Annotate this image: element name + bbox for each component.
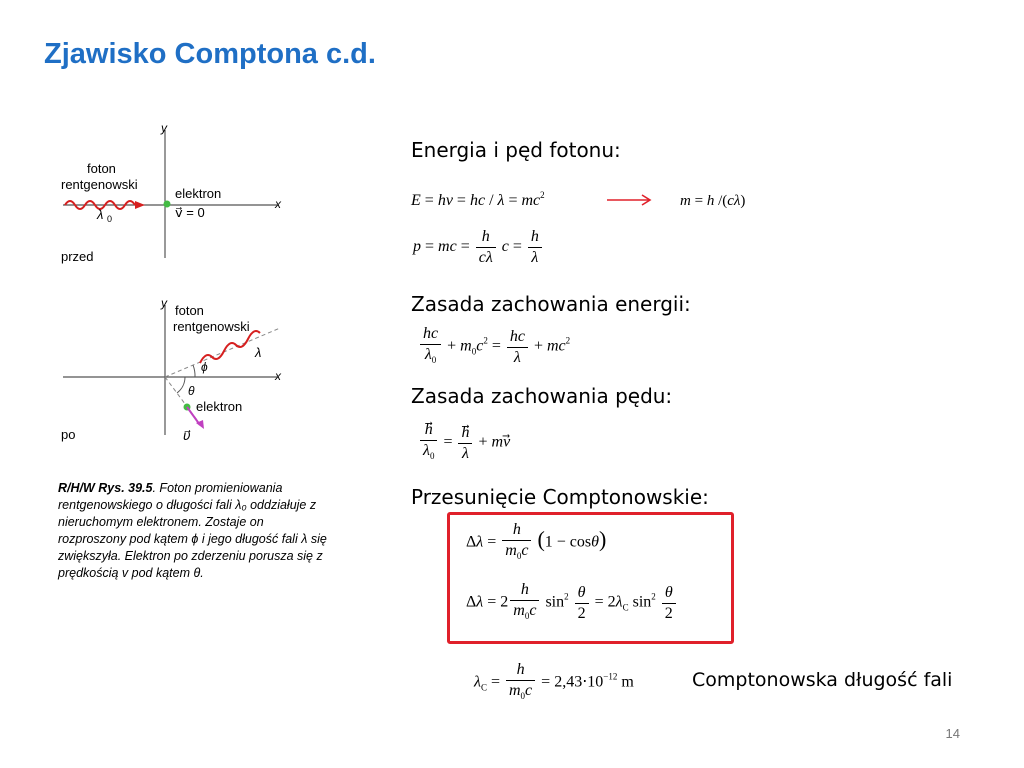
equation-photon-mass: m = h /(cλ) — [680, 193, 746, 209]
diagram-before — [55, 118, 295, 268]
scattered-photon-wave — [200, 331, 260, 363]
photon-label-2: rentgenowski — [173, 319, 250, 334]
x-axis-label: x — [275, 369, 281, 383]
compton-wavelength-exponent: −12 — [603, 671, 618, 682]
equation-energy-conservation: $\frac{hc}{\lambda_0}$ + $m_0c^2$ = $\frac{hc}{\lambda}$ + $mc^2$ — [418, 324, 570, 370]
photon-label: foton — [175, 303, 204, 318]
equation-compton-wavelength: $\lambda_C$ = $\frac{h}{m_0c}$ = $2,43\cdot 10^{-12}$ m — [474, 661, 634, 701]
phi-label: ϕ — [201, 360, 208, 374]
arrow-icon — [605, 192, 655, 208]
theta-label: θ — [188, 384, 195, 398]
caption-text: . Foton promieniowania rentgenowskiego o długości fali λ₀ oddziałuje z nieruchomym elektronem. Zostaje on rozproszony pod kątem ϕ i jego długość fali λ się zwiększyła. Elektron po zderzeniu porusza się z prędkością v pod kątem θ. — [58, 481, 327, 580]
theta-arc — [177, 377, 185, 393]
wavelength-label: λ — [97, 207, 104, 222]
photon-label: foton — [87, 161, 116, 176]
heading-compton-shift: Przesunięcie Comptonowskie: — [411, 485, 709, 509]
compton-wavelength-unit: m — [621, 673, 634, 691]
heading-momentum-conservation: Zasada zachowania pędu: — [411, 384, 673, 408]
page-title: Zjawisko Comptona c.d. — [44, 38, 376, 70]
equation-momentum-conservation: $\frac{h}{\lambda_0}$ = $\frac{h}{\lambda}$ + mv — [418, 420, 510, 466]
photon-arrowhead — [135, 201, 145, 209]
velocity-label: v⃗ = 0 — [175, 205, 205, 220]
figure-caption — [58, 480, 328, 582]
equation-compton-shift: Δλ = $\frac{h}{m_0c}$ (1 − cosθ) — [466, 521, 607, 561]
compton-wavelength-value: 2,43⋅10 — [554, 673, 604, 691]
y-axis-label: y — [161, 296, 167, 310]
electron-label: elektron — [175, 186, 222, 201]
heading-energy-conservation: Zasada zachowania energii: — [411, 292, 691, 316]
heading-energy-momentum: Energia i pęd fotonu: — [411, 138, 621, 162]
equation-compton-shift-sin: Δλ = 2 $\frac{h}{m_0c}$ $\sin^2$ $\frac{\theta}{2}$ = $2\lambda_C$ $\sin^2$ $\frac{\theta}{2}$ — [466, 580, 678, 626]
state-label-after: po — [61, 427, 76, 442]
wavelength-sub: 0 — [107, 214, 113, 224]
compton-wavelength-label: Comptonowska długość fali — [692, 669, 953, 691]
x-axis-label: x — [275, 197, 281, 211]
state-label-before: przed — [61, 249, 94, 264]
y-axis-label: y — [161, 121, 167, 135]
page-number: 14 — [945, 726, 960, 741]
velocity-label: υ⃗ — [183, 428, 191, 443]
caption-reference: R/H/W Rys. 39.5 — [58, 481, 153, 495]
phi-arc — [193, 365, 195, 377]
electron-label: elektron — [196, 399, 243, 414]
equation-photon-momentum: p = mc = $\frac{h}{c\lambda}$ c = $\frac{h}{\lambda}$ — [413, 227, 544, 268]
wavelength-label: λ — [255, 345, 262, 360]
electron-dot — [164, 201, 171, 208]
diagram-after — [55, 295, 295, 445]
photon-label-2: rentgenowski — [61, 177, 138, 192]
equation-photon-energy: E = hν = hc / $\lambda = mc^2$ — [411, 190, 545, 209]
